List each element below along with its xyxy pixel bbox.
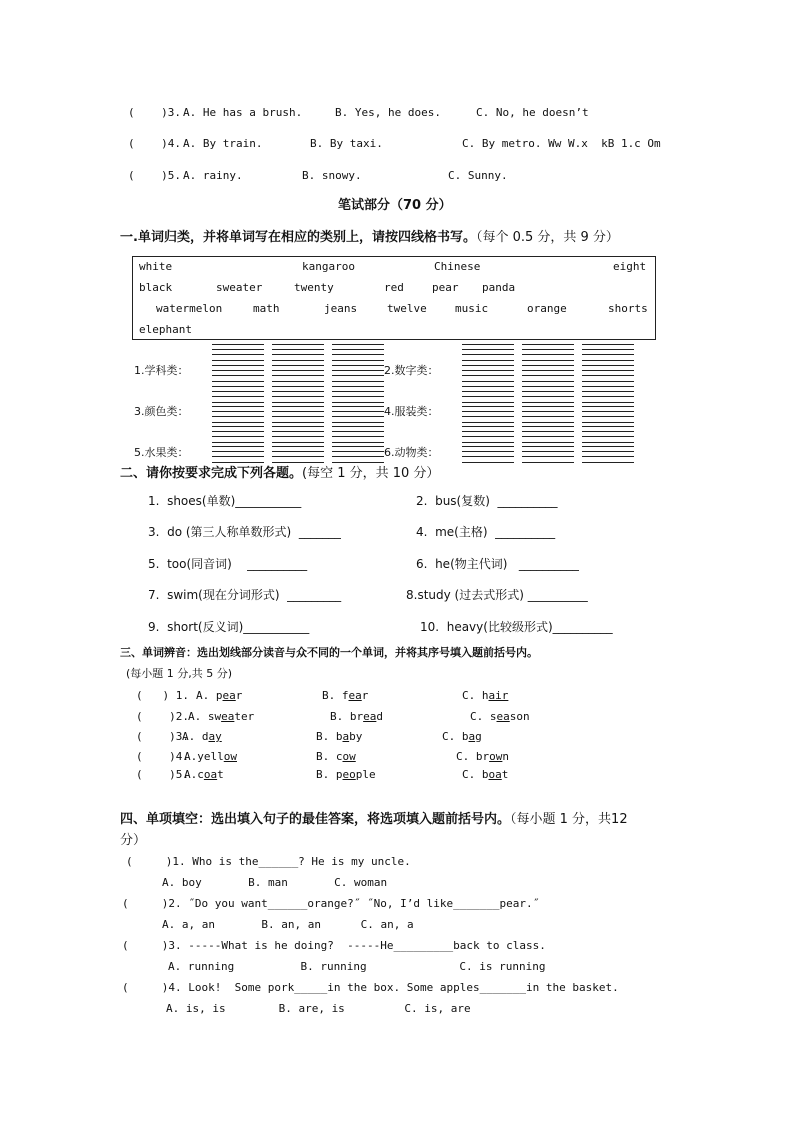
four-line-grid[interactable] bbox=[462, 446, 514, 463]
section4-score-note: （每小题 1 分，共12 bbox=[510, 812, 628, 827]
option-text: n bbox=[502, 750, 509, 763]
underlined-letters: ea bbox=[363, 710, 377, 723]
listening-q4-option-b: B. By taxi. bbox=[310, 137, 383, 150]
listening-q3-option-a: A. He has a brush. bbox=[183, 106, 303, 119]
sec2-item-10[interactable]: 10. heavy(比较级形式)__________ bbox=[420, 620, 613, 634]
category-label-fruits: 5.水果类： bbox=[134, 446, 189, 459]
word-bank-word: Chinese bbox=[434, 260, 481, 273]
sec3-q4-option-a bbox=[184, 750, 237, 764]
word-bank-word: orange bbox=[527, 302, 567, 315]
sec3-q4-option-c bbox=[456, 750, 509, 764]
option-text: ple bbox=[355, 768, 376, 781]
underlined-letters: oa bbox=[203, 768, 218, 781]
listening-q3-num: ( )3. bbox=[128, 106, 181, 119]
four-line-grid[interactable] bbox=[462, 344, 514, 361]
four-line-grid[interactable] bbox=[582, 365, 634, 382]
four-line-grid[interactable] bbox=[332, 344, 384, 361]
four-line-grid[interactable] bbox=[212, 344, 264, 361]
four-line-grid[interactable] bbox=[522, 344, 574, 361]
underlined-letters: ea bbox=[496, 710, 510, 723]
four-line-grid[interactable] bbox=[272, 446, 324, 463]
sec3-q1-option-b bbox=[322, 689, 368, 703]
sec3-q1-option-c bbox=[462, 689, 508, 703]
section2-title: 二、请你按要求完成下列各题。 bbox=[120, 466, 303, 481]
underlined-letters: ow bbox=[342, 750, 356, 763]
four-line-grid[interactable] bbox=[582, 344, 634, 361]
section3-title: 三、单词辨音：选出划线部分读音与众不同的一个单词，并将其序号填入题前括号内。 bbox=[120, 646, 538, 659]
word-bank-word: eight bbox=[613, 260, 647, 273]
word-bank-word: music bbox=[455, 302, 489, 315]
word-bank-word: pear bbox=[432, 281, 459, 294]
underlined-letters: air bbox=[488, 689, 509, 702]
word-bank-word: kangaroo bbox=[302, 260, 355, 273]
option-text: B. p bbox=[316, 768, 343, 781]
underlined-letters: eo bbox=[342, 768, 356, 781]
four-line-grid[interactable] bbox=[522, 426, 574, 443]
four-line-grid[interactable] bbox=[212, 386, 264, 403]
section2-score-note: (每空 1 分，共 10 分） bbox=[302, 466, 440, 481]
category-label-animals: 6.动物类： bbox=[384, 446, 439, 459]
four-line-grid[interactable] bbox=[272, 386, 324, 403]
four-line-grid[interactable] bbox=[462, 386, 514, 403]
option-text: d bbox=[376, 710, 383, 723]
option-text: t bbox=[217, 768, 224, 781]
four-line-grid[interactable] bbox=[522, 446, 574, 463]
sec4-q4-options: A. is, is B. are, is C. is, are bbox=[166, 1002, 471, 1015]
four-line-grid[interactable] bbox=[462, 365, 514, 382]
four-line-grid[interactable] bbox=[212, 446, 264, 463]
sec2-item-7[interactable]: 7. swim(现在分词形式) _________ bbox=[148, 588, 342, 602]
word-bank-word: math bbox=[253, 302, 280, 315]
sec3-q3-num: ( )3. bbox=[136, 730, 189, 743]
option-text: A. sw bbox=[188, 710, 222, 723]
sec3-q1-num: ( ) 1. bbox=[136, 689, 189, 702]
sec3-q3-option-c bbox=[442, 730, 482, 744]
sec4-q2-options: A. a, an B. an, an C. an, a bbox=[162, 918, 414, 931]
option-text: B. br bbox=[330, 710, 364, 723]
sec3-q5-num: ( )5. bbox=[136, 768, 189, 781]
listening-q4-num: ( )4. bbox=[128, 137, 181, 150]
option-text: C. br bbox=[456, 750, 490, 763]
underlined-letters: ow bbox=[489, 750, 503, 763]
section3-score-note: (每小题 1 分,共 5 分) bbox=[126, 667, 233, 680]
sec2-item-3[interactable]: 3. do (第三人称单数形式) _______ bbox=[148, 525, 341, 539]
option-text: r bbox=[235, 689, 243, 702]
option-text: by bbox=[349, 730, 363, 743]
word-bank-word: twenty bbox=[294, 281, 334, 294]
underlined-letters: ow bbox=[223, 750, 237, 763]
word-bank-word: watermelon bbox=[156, 302, 223, 315]
option-text: C. b bbox=[462, 768, 489, 781]
section1-score-note: （每个 0.5 分，共 9 分） bbox=[475, 230, 619, 245]
underlined-letters: a bbox=[468, 730, 476, 743]
sec2-item-6[interactable]: 6. he(物主代词) __________ bbox=[416, 557, 579, 571]
underlined-letters: oa bbox=[488, 768, 502, 781]
section2-heading bbox=[120, 466, 439, 482]
category-label-numbers: 2.数字类： bbox=[384, 364, 439, 377]
four-line-grid[interactable] bbox=[522, 406, 574, 423]
four-line-grid[interactable] bbox=[212, 426, 264, 443]
sec4-q1-question[interactable]: ( )1. Who is the______? He is my uncle. bbox=[126, 855, 411, 868]
four-line-grid[interactable] bbox=[332, 365, 384, 382]
option-text: r bbox=[361, 689, 369, 702]
section1-heading bbox=[120, 230, 619, 246]
sec2-item-8[interactable]: 8.study (过去式形式) __________ bbox=[406, 588, 588, 602]
listening-q3-option-b: B. Yes, he does. bbox=[335, 106, 441, 119]
option-text: A. d bbox=[182, 730, 209, 743]
category-label-clothes: 4.服装类： bbox=[384, 405, 439, 418]
listening-q5-option-c: C. Sunny. bbox=[448, 169, 508, 182]
four-line-grid[interactable] bbox=[582, 446, 634, 463]
sec4-q1-options: A. boy B. man C. woman bbox=[162, 876, 388, 889]
word-bank-word: black bbox=[139, 281, 173, 294]
word-bank-word: shorts bbox=[608, 302, 648, 315]
option-text: t bbox=[501, 768, 509, 781]
listening-q5-option-b: B. snowy. bbox=[302, 169, 362, 182]
four-line-grid[interactable] bbox=[272, 426, 324, 443]
sec3-q5-option-b bbox=[316, 768, 376, 782]
underlined-letters: ea bbox=[221, 710, 235, 723]
sec3-q4-num: ( )4. bbox=[136, 750, 189, 763]
sec4-q2-question[interactable]: ( )2. ˝Do you want______orange?˝ ˝No, I’d like_______pear.˝ bbox=[122, 897, 540, 910]
option-text: C. s bbox=[470, 710, 497, 723]
word-bank-word: sweater bbox=[216, 281, 263, 294]
section4-score-note-cont: 分） bbox=[120, 833, 147, 848]
sec4-q3-options: A. running B. running C. is running bbox=[168, 960, 546, 973]
word-bank-box bbox=[132, 256, 656, 340]
section1-title: 一.单词归类，并将单词写在相应的类别上，请按四线格书写。 bbox=[120, 230, 476, 245]
four-line-grid[interactable] bbox=[522, 386, 574, 403]
option-text: g bbox=[475, 730, 482, 743]
listening-q4-option-c: C. By metro. Ww W.x kB 1.c Om bbox=[462, 137, 661, 150]
listening-q4-option-a: A. By train. bbox=[183, 137, 263, 150]
underlined-letters: ay bbox=[208, 730, 222, 743]
listening-q5-option-a: A. rainy. bbox=[183, 169, 243, 182]
option-text: C. h bbox=[462, 689, 489, 702]
sec3-q2-option-b bbox=[330, 710, 383, 724]
word-bank-word: jeans bbox=[324, 302, 358, 315]
sec2-item-2[interactable]: 2. bus(复数) __________ bbox=[416, 494, 558, 508]
option-text: son bbox=[509, 710, 530, 723]
sec4-q4-question[interactable]: ( )4. Look! Some pork_____in the box. Some apples_______in the basket. bbox=[122, 981, 619, 994]
sec3-q2-num: ( )2. bbox=[136, 710, 189, 723]
sec2-item-4[interactable]: 4. me(主格) __________ bbox=[416, 525, 556, 539]
four-line-grid[interactable] bbox=[272, 406, 324, 423]
four-line-grid[interactable] bbox=[582, 406, 634, 423]
sec3-q4-option-b bbox=[316, 750, 356, 764]
underlined-letters: ea bbox=[348, 689, 362, 702]
option-text: A. p bbox=[196, 689, 223, 702]
option-text: A.c bbox=[184, 768, 204, 781]
four-line-grid[interactable] bbox=[582, 426, 634, 443]
four-line-grid[interactable] bbox=[332, 386, 384, 403]
four-line-grid[interactable] bbox=[272, 344, 324, 361]
section4-heading bbox=[120, 812, 628, 828]
four-line-grid[interactable] bbox=[332, 406, 384, 423]
word-bank-word: white bbox=[139, 260, 173, 273]
sec2-item-1[interactable]: 1. shoes(单数)___________ bbox=[148, 494, 302, 508]
option-text: B. b bbox=[316, 730, 343, 743]
sec3-q5-option-a bbox=[184, 768, 224, 782]
sec3-q2-option-a bbox=[188, 710, 254, 724]
option-text: B. f bbox=[322, 689, 349, 702]
sec2-item-5[interactable]: 5. too(同音词) __________ bbox=[148, 557, 308, 571]
four-line-grid[interactable] bbox=[332, 446, 384, 463]
underlined-letters: a bbox=[342, 730, 350, 743]
sec3-q5-option-c bbox=[462, 768, 508, 782]
four-line-grid[interactable] bbox=[522, 365, 574, 382]
sec3-q3-option-a bbox=[182, 730, 222, 744]
section4-title: 四、单项填空：选出填入句子的最佳答案，将选项填入题前括号内。 bbox=[120, 812, 511, 827]
option-text: C. b bbox=[442, 730, 469, 743]
option-text: B. c bbox=[316, 750, 343, 763]
written-part-title: 笔试部分（70 分） bbox=[338, 198, 452, 213]
sec3-q3-option-b bbox=[316, 730, 362, 744]
sec4-q3-question[interactable]: ( )3. -----What is he doing? -----He_________back to class. bbox=[122, 939, 546, 952]
sec3-q2-option-c bbox=[470, 710, 530, 724]
category-label-colors: 3.颜色类： bbox=[134, 405, 189, 418]
word-bank-word: twelve bbox=[387, 302, 427, 315]
word-bank-word: panda bbox=[482, 281, 516, 294]
option-text: A.yell bbox=[184, 750, 224, 763]
four-line-grid[interactable] bbox=[212, 365, 264, 382]
listening-q5-num: ( )5. bbox=[128, 169, 181, 182]
four-line-grid[interactable] bbox=[332, 426, 384, 443]
listening-q3-option-c: C. No, he doesn’t bbox=[476, 106, 589, 119]
four-line-grid[interactable] bbox=[582, 386, 634, 403]
option-text: ter bbox=[234, 710, 255, 723]
sec3-q1-option-a bbox=[196, 689, 242, 703]
word-bank-word: red bbox=[384, 281, 404, 294]
word-bank-word: elephant bbox=[139, 323, 192, 336]
four-line-grid[interactable] bbox=[212, 406, 264, 423]
four-line-grid[interactable] bbox=[462, 426, 514, 443]
four-line-grid[interactable] bbox=[272, 365, 324, 382]
four-line-grid[interactable] bbox=[462, 406, 514, 423]
sec2-item-9[interactable]: 9. short(反义词)___________ bbox=[148, 620, 310, 634]
category-label-subjects: 1.学科类： bbox=[134, 364, 189, 377]
underlined-letters: ea bbox=[222, 689, 236, 702]
